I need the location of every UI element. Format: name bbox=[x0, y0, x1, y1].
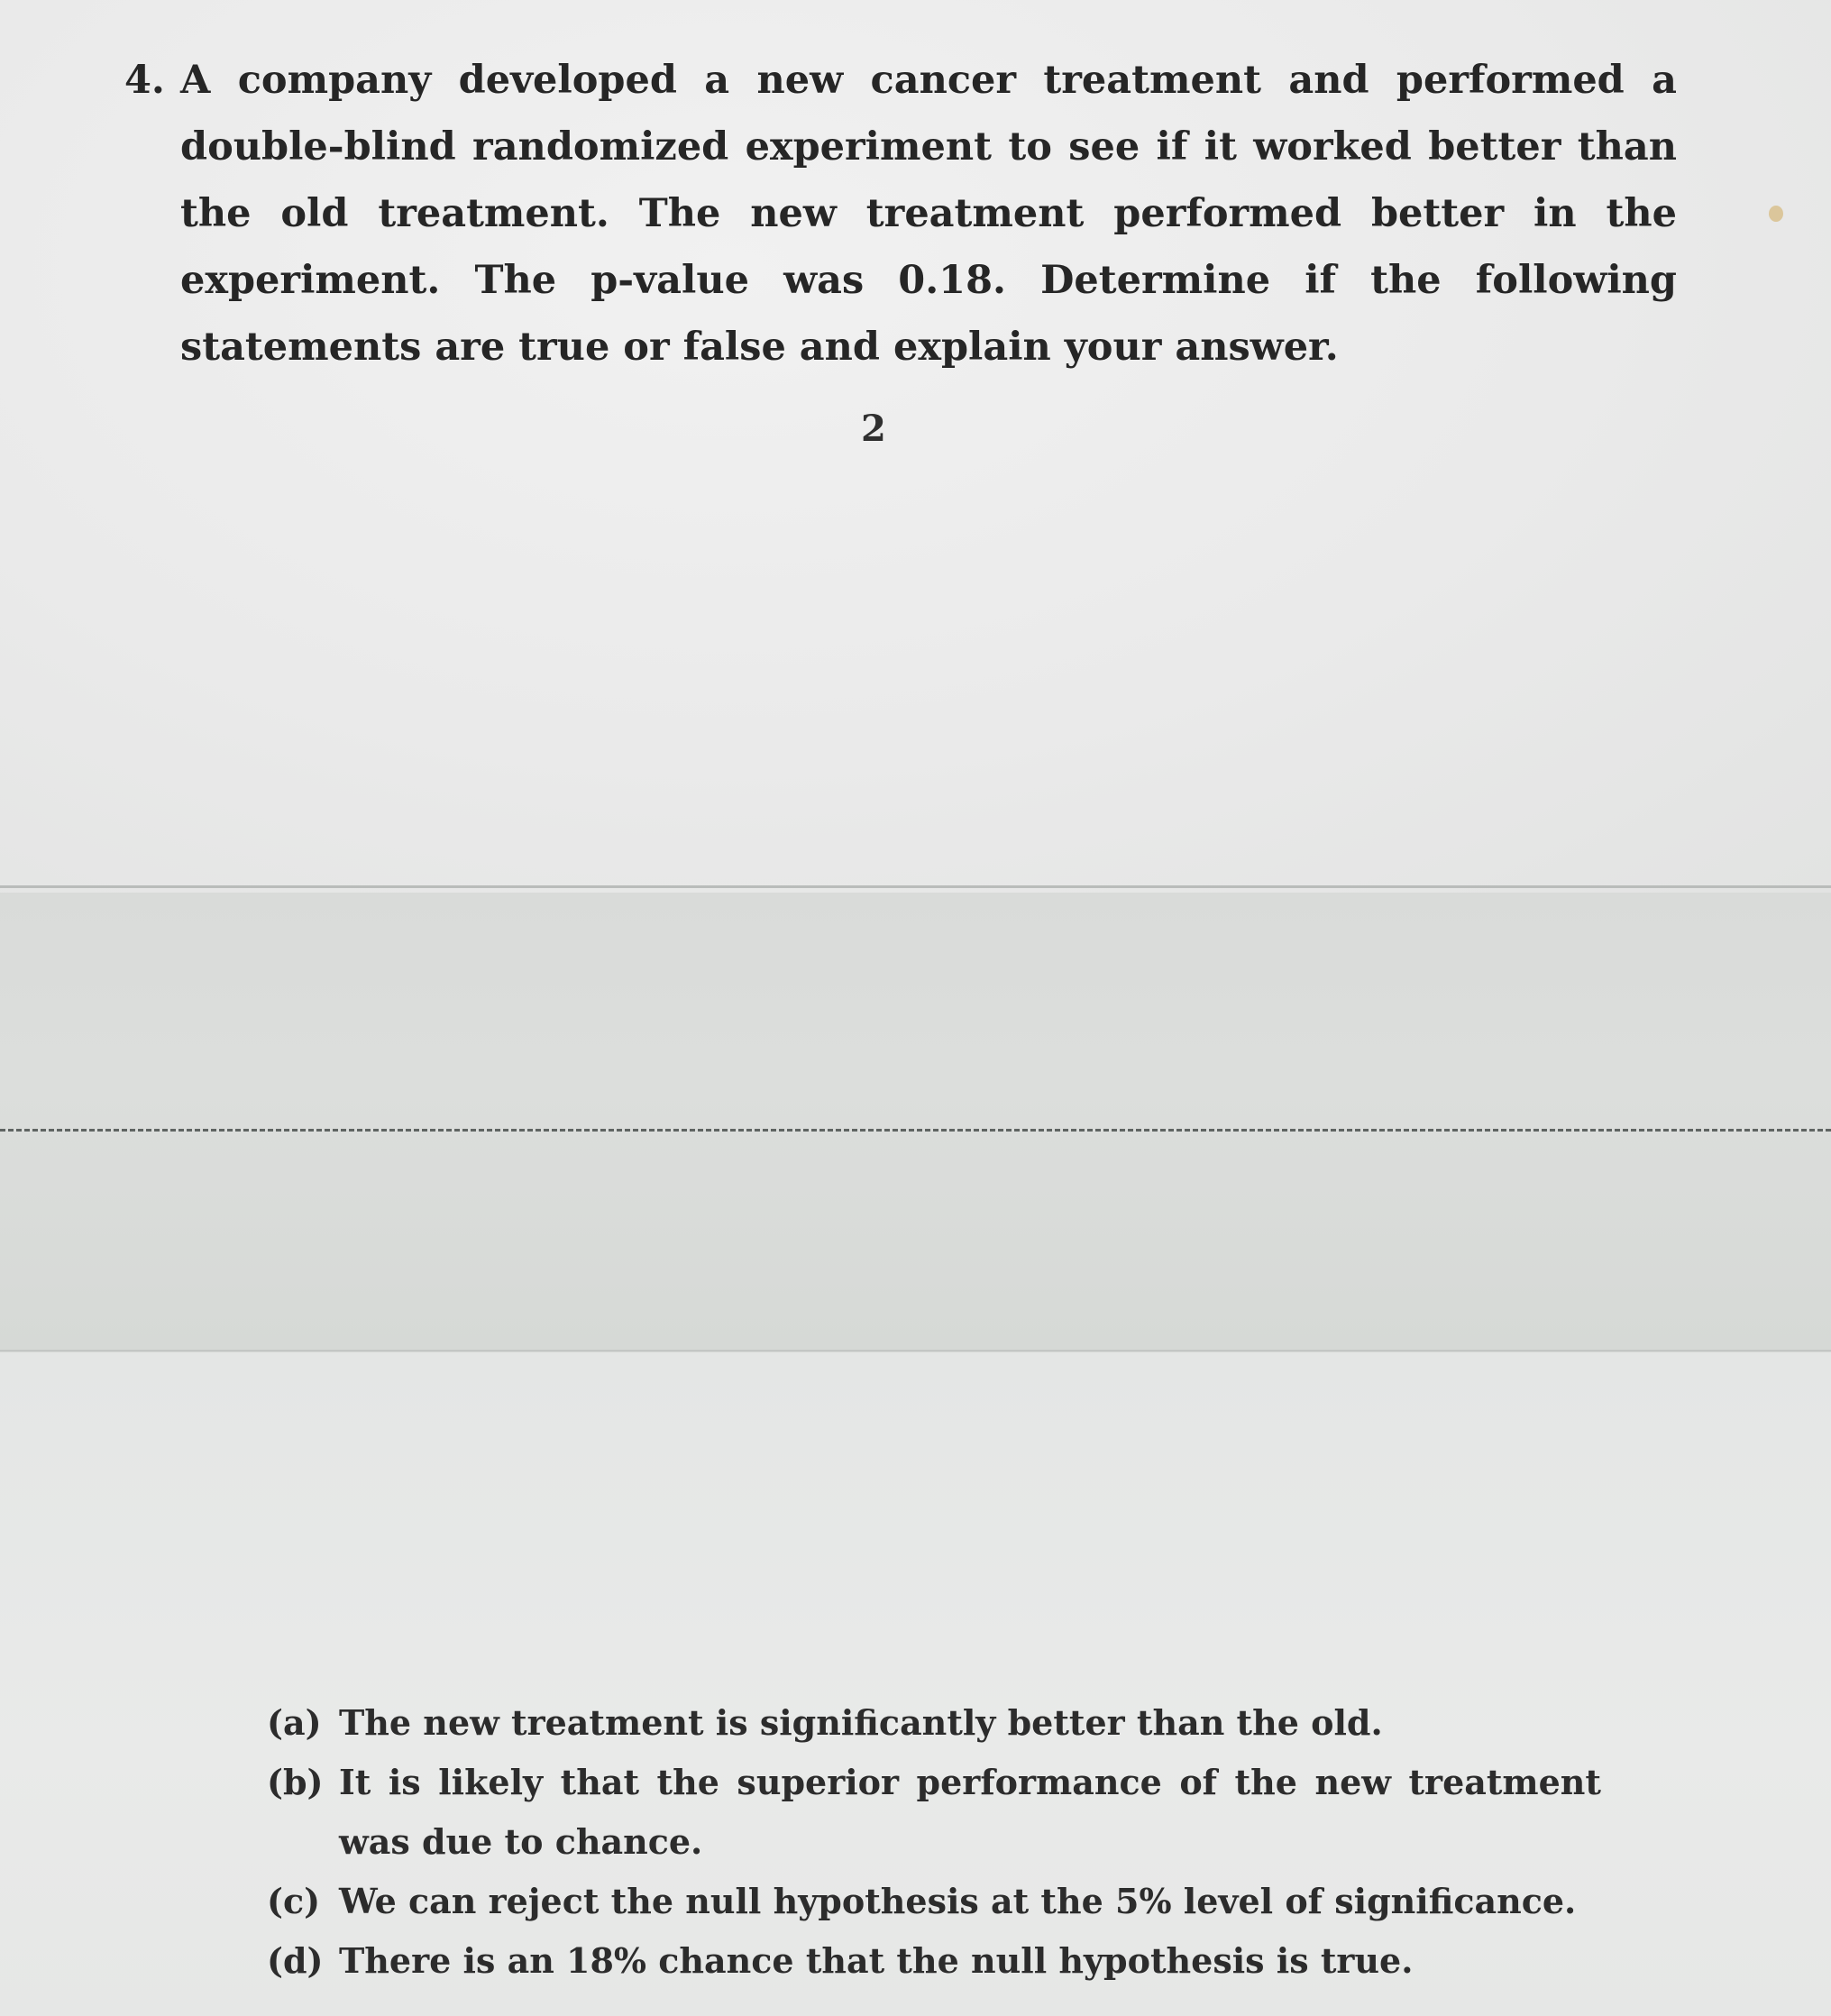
question-text: A company developed a new cancer treatment and performed a double-blind randomized experiment to see if it worked better than the old treatment. The new treatment performed better in the experiment. The p-value was 0.18. Determine if the following statements are true or false and explain your answer. bbox=[180, 58, 1677, 370]
page-fold-band bbox=[0, 893, 1831, 1352]
statement-c-text: We can reject the null hypothesis at the 5% level of significance. bbox=[339, 1881, 1577, 1921]
statement-b-text: It is likely that the superior performance of the new treatment was due to chance. bbox=[339, 1762, 1601, 1862]
statement-a-text: The new treatment is significantly better than the old. bbox=[339, 1702, 1383, 1743]
page-number: 2 bbox=[861, 408, 886, 450]
statement-d-label: (d) bbox=[267, 1940, 324, 1981]
page-edge-bottom bbox=[0, 1350, 1831, 1352]
question-block bbox=[126, 47, 1677, 380]
statement-a bbox=[267, 1693, 1601, 1753]
statement-b-label: (b) bbox=[267, 1762, 324, 1802]
statement-b bbox=[267, 1753, 1601, 1872]
statement-list bbox=[267, 1693, 1601, 1991]
statement-d bbox=[267, 1931, 1601, 1991]
dashed-cut-line bbox=[0, 1129, 1831, 1132]
question-number: 4. bbox=[124, 58, 165, 103]
statement-c-label: (c) bbox=[267, 1881, 321, 1921]
smudge-mark bbox=[1769, 206, 1783, 222]
statement-c bbox=[267, 1872, 1601, 1931]
page-edge-top bbox=[0, 885, 1831, 888]
statement-a-label: (a) bbox=[267, 1702, 322, 1743]
statement-d-text: There is an 18% chance that the null hypothesis is true. bbox=[339, 1940, 1414, 1981]
